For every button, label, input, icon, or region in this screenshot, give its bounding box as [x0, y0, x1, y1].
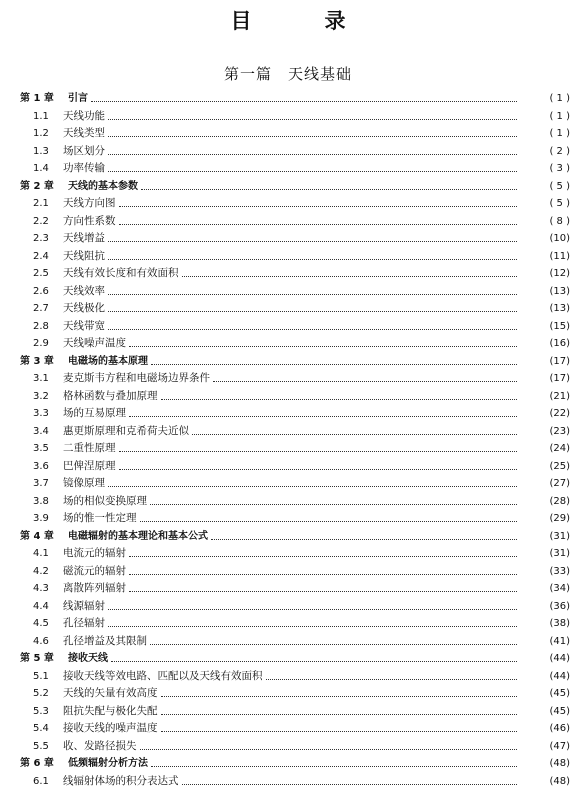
toc-entry-page: (33) — [549, 565, 570, 577]
toc-entry-page: (11) — [549, 250, 570, 262]
dot-leader — [108, 118, 517, 120]
toc-entry-page: (46) — [549, 723, 570, 734]
toc-entry-number: 3.8 — [33, 495, 49, 507]
toc-entry-page: (13) — [549, 303, 570, 314]
toc-section-row[interactable] — [0, 615, 576, 632]
toc-entry-title: 天线带宽 — [63, 319, 105, 332]
toc-entry-title: 电磁辐射的基本理论和基本公式 — [68, 530, 208, 542]
dot-leader — [266, 678, 518, 680]
toc-entry-title: 阻抗失配与极化失配 — [63, 704, 158, 717]
toc-section-row[interactable] — [0, 563, 576, 580]
toc-entry-title: 磁流元的辐射 — [63, 564, 126, 577]
toc-entry-title: 天线功能 — [63, 109, 105, 122]
toc-entry-page: (44) — [549, 670, 570, 682]
dot-leader — [119, 205, 518, 207]
toc-entry-number: 1.3 — [33, 145, 49, 157]
toc-entry-title: 二重性原理 — [63, 442, 116, 454]
toc-entry-page: ( 1 ) — [549, 128, 570, 139]
toc-entry-title: 天线噪声温度 — [63, 337, 126, 349]
toc-section-row[interactable] — [0, 580, 576, 597]
toc-section-row[interactable] — [0, 370, 576, 387]
dot-leader — [182, 783, 518, 785]
toc-entry-page: (48) — [549, 758, 570, 769]
toc-entry-number: 3.6 — [33, 460, 49, 472]
toc-entry-title: 孔径增益及其限制 — [63, 634, 147, 647]
dot-leader — [108, 135, 517, 137]
toc-chapter-row[interactable] — [0, 353, 576, 370]
toc-entry-page: ( 5 ) — [549, 180, 570, 192]
toc-section-row[interactable] — [0, 545, 576, 562]
toc-entry-page: (44) — [549, 653, 570, 664]
toc-entry-number: 第 4 章 — [20, 530, 54, 542]
toc-section-row[interactable] — [0, 475, 576, 492]
dot-leader — [91, 100, 517, 102]
toc-entry-page: (48) — [549, 775, 570, 787]
toc-section-row[interactable] — [0, 108, 576, 125]
toc-entry-title: 镜像原理 — [63, 477, 105, 489]
dot-leader — [192, 433, 517, 435]
toc-entry-page: (45) — [549, 705, 570, 717]
toc-entry-page: (10) — [549, 233, 570, 244]
toc-entry-number: 2.8 — [33, 320, 49, 332]
toc-entry-number: 第 3 章 — [20, 355, 54, 367]
toc-entry-title: 天线效率 — [63, 284, 105, 297]
toc-entry-title: 离散阵列辐射 — [63, 582, 126, 594]
toc-section-row[interactable] — [0, 230, 576, 247]
toc-entry-title: 天线的矢量有效高度 — [63, 687, 158, 699]
toc-entry-number: 4.4 — [33, 600, 49, 612]
toc-entry-page: (45) — [549, 688, 570, 699]
toc-chapter-row[interactable] — [0, 178, 576, 195]
toc-entry-number: 第 2 章 — [20, 180, 54, 192]
toc-entry-title: 天线有效长度和有效面积 — [63, 267, 179, 279]
toc-entry-title: 巴俾涅原理 — [63, 459, 116, 472]
toc-entry-number: 第 1 章 — [20, 93, 54, 104]
toc-entry-page: ( 3 ) — [549, 163, 570, 174]
toc-entry-number: 2.7 — [33, 303, 49, 314]
dot-leader — [150, 503, 517, 505]
toc-entry-number: 3.7 — [33, 478, 49, 489]
toc-entry-number: 3.9 — [33, 513, 49, 524]
toc-entry-number: 4.5 — [33, 618, 49, 629]
toc-entry-number: 2.3 — [33, 233, 49, 244]
toc-entry-page: (24) — [549, 443, 570, 454]
toc-section-row[interactable] — [0, 195, 576, 212]
toc-entry-number: 4.6 — [33, 635, 49, 647]
dot-leader — [161, 398, 518, 400]
dot-leader — [129, 555, 517, 557]
toc-entry-title: 天线阻抗 — [63, 249, 105, 262]
toc-entry-title: 天线方向图 — [63, 197, 116, 209]
toc-entry-number: 5.5 — [33, 740, 49, 752]
toc-section-row[interactable] — [0, 160, 576, 177]
toc-entry-title: 接收天线的噪声温度 — [63, 722, 158, 734]
toc-entry-number: 2.9 — [33, 338, 49, 349]
toc-entry-page: (16) — [549, 338, 570, 349]
toc-entry-title: 接收天线 — [68, 653, 108, 664]
toc-section-row[interactable] — [0, 388, 576, 405]
toc-section-row[interactable] — [0, 510, 576, 527]
toc-section-row[interactable] — [0, 458, 576, 475]
toc-entry-page: (12) — [549, 268, 570, 279]
toc-entry-number: 第 6 章 — [20, 758, 54, 769]
toc-entry-number: 5.1 — [33, 670, 49, 682]
toc-section-row[interactable] — [0, 685, 576, 702]
toc-entry-number: 3.5 — [33, 443, 49, 454]
toc-entry-title: 天线类型 — [63, 127, 105, 139]
dot-leader — [161, 730, 518, 732]
toc-section-row[interactable] — [0, 143, 576, 160]
toc-section-row[interactable] — [0, 668, 576, 685]
toc-entry-page: (13) — [549, 285, 570, 297]
toc-section-row[interactable] — [0, 248, 576, 265]
dot-leader — [108, 293, 517, 295]
dot-leader — [129, 573, 517, 575]
dot-leader — [108, 153, 517, 155]
toc-section-row[interactable] — [0, 335, 576, 352]
toc-entry-page: (47) — [549, 740, 570, 752]
dot-leader — [108, 310, 517, 312]
toc-entry-number: 2.6 — [33, 285, 49, 297]
toc-entry-title: 线辐射体场的积分表达式 — [63, 774, 179, 787]
dot-leader — [129, 415, 517, 417]
toc-entry-page: (27) — [549, 478, 570, 489]
toc-entry-title: 麦克斯韦方程和电磁场边界条件 — [63, 372, 210, 384]
dot-leader — [119, 450, 518, 452]
toc-entry-title: 功率传输 — [63, 162, 105, 174]
dot-leader — [161, 713, 518, 715]
toc-section-row[interactable] — [0, 125, 576, 142]
dot-leader — [151, 363, 517, 365]
toc-entry-title: 接收天线等效电路、匹配以及天线有效面积 — [63, 669, 263, 682]
dot-leader — [140, 748, 518, 750]
toc-entry-title: 天线极化 — [63, 302, 105, 314]
toc-section-row[interactable] — [0, 265, 576, 282]
toc-chapter-row[interactable] — [0, 650, 576, 667]
dot-leader — [108, 240, 517, 242]
toc-entry-number: 1.1 — [33, 110, 49, 122]
toc-entry-page: (25) — [549, 460, 570, 472]
toc-entry-number: 3.4 — [33, 425, 49, 437]
toc-entry-page: (28) — [549, 495, 570, 507]
toc-entry-title: 电流元的辐射 — [63, 547, 126, 559]
toc-entry-page: (38) — [549, 618, 570, 629]
dot-leader — [108, 608, 517, 610]
toc-entry-number: 5.2 — [33, 688, 49, 699]
toc-entry-page: (29) — [549, 513, 570, 524]
toc-entry-number: 6.1 — [33, 775, 49, 787]
toc-entry-number: 第 5 章 — [20, 653, 54, 664]
toc-section-row[interactable] — [0, 423, 576, 440]
toc-section-row[interactable] — [0, 633, 576, 650]
dot-leader — [129, 590, 517, 592]
toc-entry-number: 3.2 — [33, 390, 49, 402]
dot-leader — [213, 380, 517, 382]
toc-entry-number: 3.3 — [33, 408, 49, 419]
dot-leader — [119, 468, 518, 470]
toc-section-row[interactable] — [0, 318, 576, 335]
page-title: 目 录 — [230, 9, 372, 33]
dot-leader — [108, 170, 517, 172]
toc-entry-page: (21) — [549, 390, 570, 402]
toc-entry-page: (17) — [549, 373, 570, 384]
toc-section-row[interactable] — [0, 405, 576, 422]
dot-leader — [108, 328, 517, 330]
toc-section-row[interactable] — [0, 300, 576, 317]
toc-entry-page: (31) — [549, 530, 570, 542]
toc-entry-page: ( 8 ) — [549, 215, 570, 227]
toc-entry-page: (31) — [549, 548, 570, 559]
toc-entry-page: (17) — [549, 355, 570, 367]
toc-chapter-row[interactable] — [0, 755, 576, 772]
toc-entry-number: 4.2 — [33, 565, 49, 577]
toc-entry-page: (36) — [549, 600, 570, 612]
toc-section-row[interactable] — [0, 773, 576, 790]
dot-leader — [141, 188, 517, 190]
toc-entry-number: 4.1 — [33, 548, 49, 559]
toc-entry-number: 2.4 — [33, 250, 49, 262]
toc-section-row[interactable] — [0, 440, 576, 457]
toc-entry-number: 1.2 — [33, 128, 49, 139]
dot-leader — [119, 223, 518, 225]
toc-entry-page: ( 5 ) — [549, 198, 570, 209]
part-heading: 第一篇 天线基础 — [223, 65, 352, 83]
dot-leader — [129, 345, 517, 347]
toc-entry-title: 方向性系数 — [63, 214, 116, 227]
toc-entry-number: 2.2 — [33, 215, 49, 227]
toc-entry-number: 2.1 — [33, 198, 49, 209]
toc-section-row[interactable] — [0, 703, 576, 720]
toc-entry-number: 2.5 — [33, 268, 49, 279]
toc-entry-title: 线源辐射 — [63, 599, 105, 612]
toc-entry-title: 收、发路径损失 — [63, 739, 137, 752]
toc-entry-number: 5.4 — [33, 723, 49, 734]
toc-entry-page: (34) — [549, 583, 570, 594]
toc-entry-page: ( 1 ) — [549, 93, 570, 104]
toc-entry-title: 引言 — [68, 93, 88, 104]
toc-entry-page: (22) — [549, 408, 570, 419]
dot-leader — [161, 695, 518, 697]
toc-entry-title: 孔径辐射 — [63, 617, 105, 629]
toc-section-row[interactable] — [0, 493, 576, 510]
toc-section-row[interactable] — [0, 213, 576, 230]
dot-leader — [150, 643, 517, 645]
toc-entry-title: 电磁场的基本原理 — [68, 355, 148, 367]
toc-chapter-row[interactable] — [0, 528, 576, 545]
toc-entry-number: 3.1 — [33, 373, 49, 384]
toc-entry-number: 5.3 — [33, 705, 49, 717]
dot-leader — [211, 538, 517, 540]
toc-entry-title: 场的相似变换原理 — [63, 494, 147, 507]
toc-entry-page: (23) — [549, 425, 570, 437]
toc-entry-page: ( 1 ) — [549, 110, 570, 122]
dot-leader — [108, 625, 517, 627]
dot-leader — [151, 765, 517, 767]
dot-leader — [111, 660, 517, 662]
toc-entry-title: 天线的基本参数 — [68, 180, 138, 192]
toc-entry-title: 场的惟一性定理 — [63, 512, 137, 524]
dot-leader — [108, 485, 517, 487]
toc-section-row[interactable] — [0, 283, 576, 300]
toc-section-row[interactable] — [0, 598, 576, 615]
toc-entry-title: 低频辐射分析方法 — [68, 758, 148, 769]
toc-section-row[interactable] — [0, 738, 576, 755]
toc-entry-page: (15) — [549, 320, 570, 332]
toc-entry-title: 惠更斯原理和克希荷夫近似 — [63, 424, 189, 437]
dot-leader — [140, 520, 518, 522]
toc-entry-title: 场的互易原理 — [63, 407, 126, 419]
toc-entry-title: 天线增益 — [63, 232, 105, 244]
toc-chapter-row[interactable] — [0, 90, 576, 107]
toc-entry-number: 4.3 — [33, 583, 49, 594]
toc-entry-title: 场区划分 — [63, 144, 105, 157]
toc-entry-number: 1.4 — [33, 163, 49, 174]
toc-entry-page: (41) — [549, 635, 570, 647]
toc-section-row[interactable] — [0, 720, 576, 737]
dot-leader — [182, 275, 518, 277]
dot-leader — [108, 258, 517, 260]
toc-entry-page: ( 2 ) — [549, 145, 570, 157]
toc-entry-title: 格林函数与叠加原理 — [63, 389, 158, 402]
